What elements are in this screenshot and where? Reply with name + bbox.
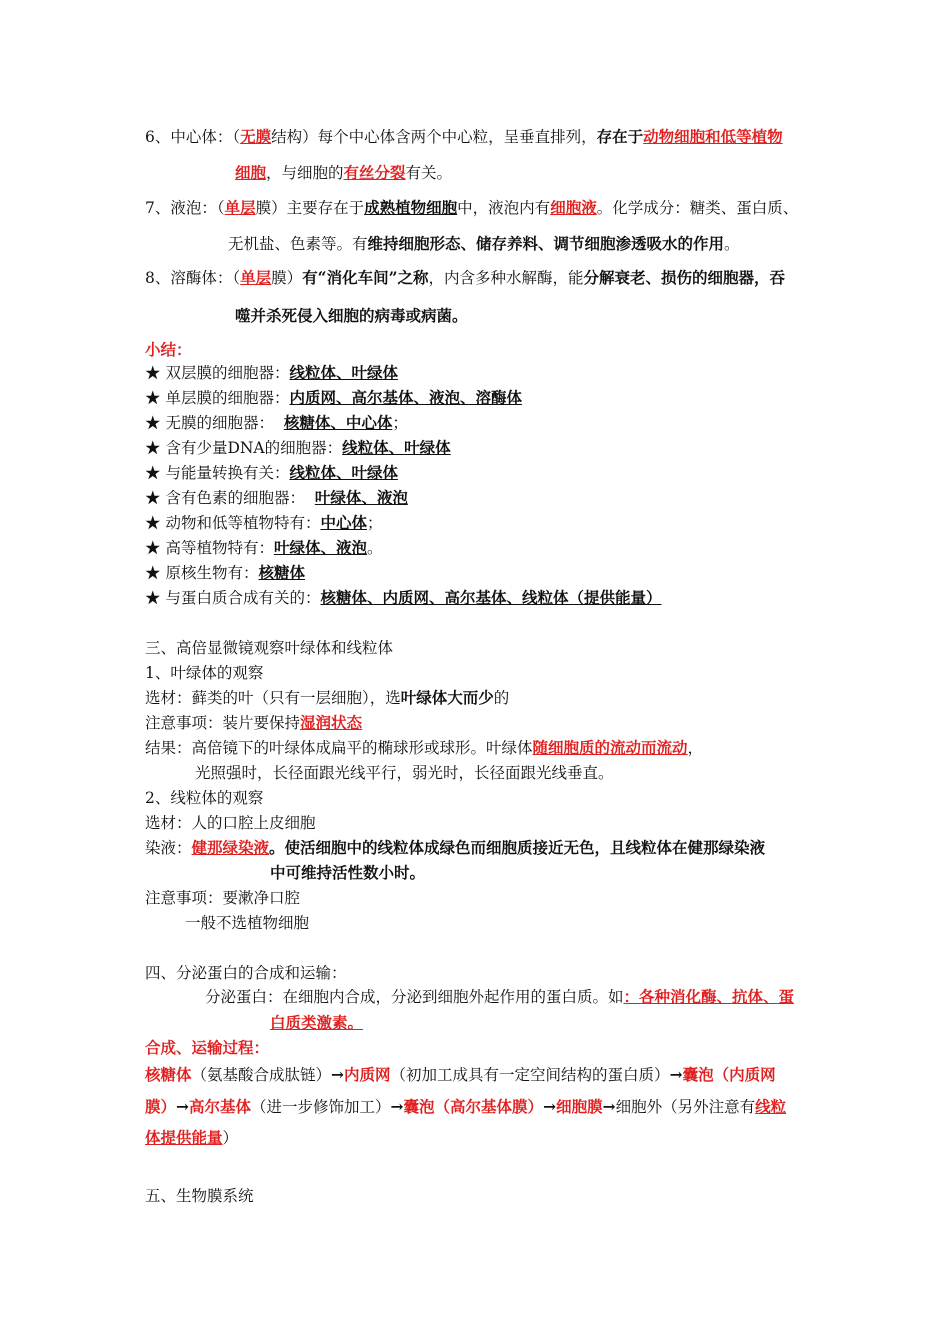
item7-line1: 7、液泡：（单层膜）主要存在于成熟植物细胞中，液泡内有细胞液。化学成分：糖类、蛋白质、: [145, 198, 799, 217]
summary-row: [145, 412, 408, 434]
section4-heading: 四、分泌蛋白的合成和运输：: [145, 964, 347, 982]
note-1: 注意事项：装片要保持湿润状态: [145, 713, 363, 732]
summary-row: [145, 437, 451, 459]
summary-tail: ；: [392, 414, 408, 432]
summary-value: 核糖体: [258, 563, 305, 582]
star-icon: ★: [145, 564, 161, 582]
summary-value: 叶绿体、液泡: [314, 488, 408, 507]
process-title: 合成、运输过程：: [145, 1038, 270, 1057]
summary-row: [145, 487, 408, 509]
section3-sub1: 1、叶绿体的观察: [145, 664, 264, 682]
star-icon: ★: [145, 539, 161, 557]
star-icon: ★: [145, 414, 161, 432]
summary-value: 线粒体、叶绿体: [289, 363, 398, 382]
process-line2: 膜）→高尔基体（进一步修饰加工）→囊泡（高尔基体膜）→细胞膜→细胞外（另外注意有线粒: [145, 1097, 787, 1116]
star-icon: ★: [145, 514, 161, 532]
process-line3: 体提供能量）: [145, 1128, 239, 1147]
summary-tail: 。: [366, 539, 383, 557]
summary-label: 动物和低等植物特有：: [160, 514, 321, 532]
summary-value: 内质网、高尔基体、液泡、溶酶体: [289, 388, 522, 407]
arrow-icon: →: [331, 1065, 345, 1084]
summary-row: [145, 512, 382, 534]
summary-row: [145, 562, 305, 584]
star-icon: ★: [145, 439, 161, 457]
definition-line1: 分泌蛋白：在细胞内合成，分泌到细胞外起作用的蛋白质。如：各种消化酶、抗体、蛋: [205, 987, 795, 1006]
summary-row: [145, 587, 661, 609]
summary-label: 含有少量DNA的细胞器：: [160, 439, 343, 457]
summary-label: 无膜的细胞器：: [160, 414, 284, 432]
membrane-tag: 单层: [224, 198, 256, 217]
item6-line1: 6、中心体：（无膜结构）每个中心体含两个中心粒，呈垂直排列，存在于动物细胞和低等植物: [145, 127, 783, 146]
summary-value: 中心体: [320, 513, 367, 532]
summary-row: [145, 462, 398, 484]
summary-label: 单层膜的细胞器：: [160, 389, 290, 407]
item8-line1: 8、溶酶体：（单层膜）有“消化车间”之称，内含多种水解酶，能分解衰老、损伤的细胞器，吞: [145, 268, 786, 287]
arrow-icon: →: [669, 1065, 683, 1084]
arrow-icon: →: [543, 1097, 557, 1116]
item7-line2: 无机盐、色素等。有维持细胞形态、储存养料、调节细胞渗透吸水的作用。: [228, 234, 740, 253]
item6-line2: 细胞，与细胞的有丝分裂有关。: [235, 163, 453, 182]
note-2: 注意事项：要漱净口腔: [145, 889, 301, 907]
star-icon: ★: [145, 389, 161, 407]
section3-sub2: 2、线粒体的观察: [145, 789, 264, 807]
star-icon: ★: [145, 364, 161, 382]
membrane-tag: 无膜: [240, 127, 272, 146]
stain-line2: 中可维持活性数小时。: [270, 863, 426, 882]
star-icon: ★: [145, 489, 161, 507]
summary-label: 高等植物特有：: [160, 539, 274, 557]
summary-row: [145, 362, 398, 384]
arrow-icon: →: [176, 1097, 190, 1116]
note-2-line2: 一般不选植物细胞: [185, 914, 310, 932]
arrow-icon: →: [390, 1097, 404, 1116]
material-1: 选材：藓类的叶（只有一层细胞），选叶绿体大而少的: [145, 688, 510, 707]
result-line2: 光照强时，长径面跟光线平行，弱光时，长径面跟光线垂直。: [195, 764, 614, 782]
definition-line2: 白质类激素。: [270, 1013, 364, 1032]
summary-value: 核糖体、内质网、高尔基体、线粒体（提供能量）: [320, 588, 662, 607]
stain-line1: 染液：健那绿染液。使活细胞中的线粒体成绿色而细胞质接近无色，且线粒体在健那绿染液: [145, 838, 766, 857]
summary-tail: ；: [366, 514, 383, 532]
summary-value: 线粒体、叶绿体: [342, 438, 451, 457]
star-icon: ★: [145, 589, 161, 607]
summary-label: 与能量转换有关：: [160, 464, 290, 482]
arrow-icon: →: [602, 1097, 616, 1116]
summary-value: 核糖体、中心体: [283, 413, 393, 432]
result-line1: 结果：高倍镜下的叶绿体成扁平的椭球形或球形。叶绿体随细胞质的流动而流动，: [145, 738, 704, 757]
summary-label: 含有色素的细胞器：: [160, 489, 315, 507]
process-line1: 核糖体（氨基酸合成肽链）→内质网（初加工成具有一定空间结构的蛋白质）→囊泡（内质网: [145, 1065, 776, 1084]
material-2: 选材：人的口腔上皮细胞: [145, 814, 316, 832]
section3-heading: 三、高倍显微镜观察叶绿体和线粒体: [145, 639, 394, 657]
summary-row: [145, 537, 382, 559]
summary-title: 小结：: [145, 340, 192, 359]
section5-heading: 五、生物膜系统: [145, 1187, 254, 1205]
summary-label: 原核生物有：: [160, 564, 259, 582]
membrane-tag: 单层: [240, 268, 272, 287]
summary-value: 线粒体、叶绿体: [289, 463, 398, 482]
star-icon: ★: [145, 464, 161, 482]
summary-value: 叶绿体、液泡: [273, 538, 367, 557]
item8-line2: 噬并杀死侵入细胞的病毒或病菌。: [235, 306, 468, 325]
summary-row: [145, 387, 522, 409]
summary-label: 与蛋白质合成有关的：: [160, 589, 321, 607]
summary-label: 双层膜的细胞器：: [160, 364, 290, 382]
